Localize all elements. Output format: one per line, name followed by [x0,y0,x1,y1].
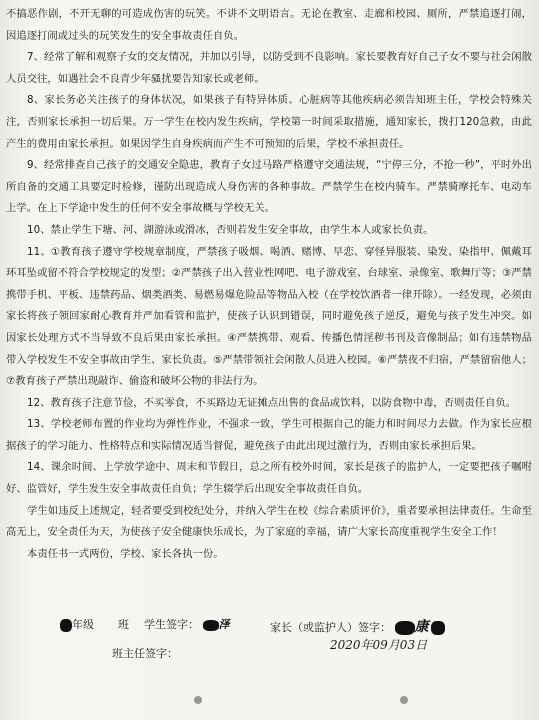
paragraph-11: 11、①教育孩子遵守学校规章制度，严禁孩子吸烟、喝酒、赌博、早恋、穿怪异服装、染发、染指甲、佩戴耳环耳坠或留不符合学校规定的发型；②严禁孩子出入营业性网吧、电子游戏室、台球室、录像室、歌舞厅等；③严禁携带手机、平板、违禁药品、烟类酒类、易燃易爆危险品等物品入校（在学校饮酒者一律开除）。一经发现，必须由家长将孩子领回家耐心教育并严加看管和监护，使孩子认识到错误，同时避免孩子逆反，避免与孩子发生冲突。如因家长处理方式不当导致不良后果由家长承担。④严禁携带、观看、传播色情淫秽书刊及音像制品；如有违禁物品带入学校发生不安全事故由学生、家长负责。⑤严禁带领社会闲散人员进入校园。⑥严禁夜不归宿，严禁留宿他人；⑦教育孩子严禁出现敲诈、偷盗和破坏公物的非法行为。 [6,245,532,388]
teacher-signature-field [112,645,178,661]
parent-signature: 康 [414,619,429,635]
paragraph-closing: 学生如违反上述规定，轻者要受到校纪处分，并纳入学生在校《综合素质评价》，重者要承担法律责任。生命至高无上，安全责任为天，为使孩子安全健康快乐成长，为了家庭的幸福，请广大家长高度重视学生安全工作！ [6,504,532,539]
signature-row [60,604,530,644]
class-field [60,616,120,632]
paragraph-14: 14、课余时间、上学放学途中、周末和节假日，总之所有校外时间，家长是孩子的监护人，一定要把孩子嘱咐好、监管好，学生发生安全事故责任自负；学生辍学后出现安全事故责任自负。 [6,461,532,496]
paragraph-9: 9、经常排查自己孩子的交通安全隐患，教育子女过马路严格遵守交通法规，“宁停三分，不抢一秒”，平时外出所自备的交通工具要定时检修，谨防出现造成人身伤害的各种事故。严禁学生在校内骑车。严禁骑摩托车、电动车上学。在上下学途中发生的任何不安全事故概与学校无关。 [6,159,532,215]
paragraph-10: 10、禁止学生下塘、河、湖游泳或滑冰，否则若发生安全事故，由学生本人或家长负责。 [27,223,434,236]
paragraph-12: 12、教育孩子注意节俭，不买零食，不买路边无证摊点出售的食品或饮料，以防食物中毒，否则责任自负。 [27,396,517,409]
class-label: 班 [118,618,129,631]
redaction-blot [203,620,219,631]
paragraph-13: 13、学校老师布置的作业均为弹性作业，不强求一致，学生可根据自己的能力和时间尽力去做。作为家长应根据孩子的学习能力、性格特点和实际情况适当督促，避免孩子由此出现过激行为，否则由家长承担后果。 [6,418,532,452]
document-body [6,4,532,565]
redaction-blot [395,621,415,635]
parent-signature-label: 家长（或监护人）签字： [270,621,391,634]
student-signature-field [118,616,230,632]
paragraph-8: 8、家长务必关注孩子的身体状况，如果孩子有特异体质、心脏病等其他疾病必须告知班主任，学校会特殊关注，否则家长承担一切后果。万一学生在校内发生疾病，学校第一时间采取措施，通知家长，拨打120急救，由此产生的费用由家长承担。如果因学生自身疾病而产生不可预知的后果，学校不承担责任。 [6,94,532,150]
paragraph-copies: 本责任书一式两份，学校、家长各执一份。 [27,547,224,560]
binder-hole [400,696,408,704]
student-signature: 泽 [218,618,230,631]
teacher-signature-label: 班主任签字： [112,647,178,660]
paragraph-6-cont: 不搞恶作剧，不开无聊的可造成伤害的玩笑。不讲不文明语言。无论在教室、走廊和校园、厕所，严禁追逐打闹，因追逐打闹或过头的玩笑发生的安全事故责任自负。 [6,8,532,42]
paragraph-7: 7、经常了解和观察子女的交友情况，并加以引导，以防受到不良影响。家长要教育好自己子女不要与社会闲散人员交往，如遇社会不良青少年骚扰要告知家长或老师。 [6,51,532,85]
redaction-blot [431,621,445,635]
parent-signature-field [270,616,445,636]
signing-date: 2020年09月03日 [330,638,428,652]
redaction-blot [60,619,72,632]
binder-hole [194,696,202,704]
student-signature-label: 学生签字： [144,618,199,631]
grade-label: 年级 [72,618,94,631]
